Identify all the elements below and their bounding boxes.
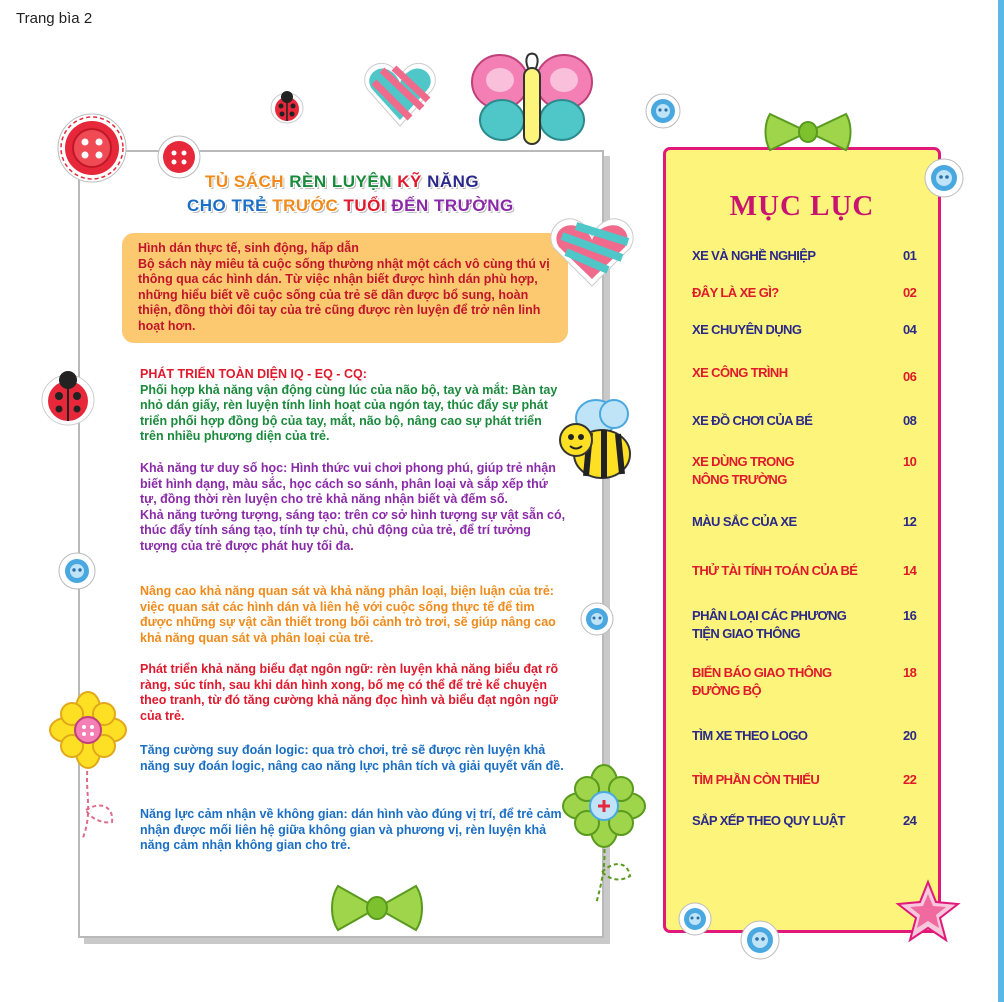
toc-item-page: 02 — [903, 285, 917, 300]
development-title: PHÁT TRIỂN TOÀN DIỆN IQ - EQ - CQ: — [140, 367, 367, 381]
heading-word: ĐẾN TRƯỜNG — [391, 196, 514, 215]
toc-item — [692, 412, 922, 430]
development-paragraph: Phát triển khả năng biểu đạt ngôn ngữ: rèn luyện khả năng biểu đạt rõ ràng, súc tính, sau khi dán hình xong, bố mẹ có thể để trẻ kể chuyện theo tranh, từ đó tăng cường khả năng đọc hình và biểu đạt ngôn ngữ của trẻ. — [140, 662, 559, 723]
toc-item — [692, 364, 922, 382]
heart-icon — [548, 214, 636, 290]
heart-icon — [362, 58, 438, 130]
toc-item-label: ĐÂY LÀ XE GÌ? — [692, 285, 779, 300]
intro-title: Hình dán thực tế, sinh động, hấp dẫn — [138, 241, 359, 255]
toc-item-label: XE DÙNG TRONG NÔNG TRƯỜNG — [692, 454, 794, 487]
toc-item-page: 10 — [903, 454, 917, 469]
development-paragraph: Phối hợp khả năng vận động cùng lúc của não bộ, tay và mắt: Bàn tay nhỏ dán giấy, rèn luyện tính linh hoạt của ngón tay, thúc đẩy sự phát triển phối hợp đồng bộ của tay, mắt, não bộ, nâng cao sự phát triển trên nhiều phương diện của trẻ. — [140, 382, 558, 444]
toc-item — [692, 321, 922, 339]
button-icon — [156, 134, 202, 180]
right-edge-border — [998, 0, 1004, 1002]
toc-item-label: XE CHUYÊN DỤNG — [692, 322, 802, 337]
toc-item — [692, 771, 922, 789]
toc-item-page: 08 — [903, 413, 917, 428]
toc-item — [692, 453, 922, 489]
toc-item-label: XE VÀ NGHỀ NGHIỆP — [692, 248, 816, 263]
toc-item-page: 04 — [903, 322, 917, 337]
toc-item — [692, 562, 922, 580]
heading-word: KỸ — [397, 172, 428, 191]
toc-item — [692, 607, 922, 643]
heading-word: CHO TRẺ — [187, 196, 273, 215]
button-icon — [678, 902, 712, 936]
bow-icon — [764, 110, 852, 156]
development-block-3 — [140, 584, 566, 646]
heading-word: TUỔI — [343, 196, 392, 215]
development-paragraph: Khả năng tưởng tượng, sáng tạo: trên cơ sở hình tượng sự vật sẵn có, thúc đẩy tính sáng tạo, tính tự chủ, chủ động của trẻ, để trí tưởng tượng của trẻ được phát huy tối đa. — [140, 507, 566, 553]
development-block-4 — [140, 662, 566, 724]
heading-word: TỦ SÁCH — [205, 172, 290, 191]
development-block-1 — [140, 367, 566, 445]
button-icon — [740, 920, 780, 960]
heading-word: RÈN LUYỆN — [289, 172, 398, 191]
button-icon — [56, 112, 128, 184]
toc-item — [692, 284, 922, 302]
ladybug-icon — [38, 364, 98, 428]
development-block-5 — [140, 743, 566, 774]
development-paragraph: Tăng cường suy đoán logic: qua trò chơi, trẻ sẽ được rèn luyện khả năng suy đoán logic, nâng cao năng lực phân tích và giải quyết vấn đề. — [140, 743, 564, 773]
toc-item-page: 01 — [903, 248, 917, 263]
heading-word: NĂNG — [427, 172, 480, 191]
toc-item-page: 06 — [903, 369, 917, 384]
toc-item-page: 18 — [903, 665, 917, 680]
toc-item — [692, 664, 922, 700]
button-icon — [58, 552, 96, 590]
series-heading-line-1 — [205, 172, 479, 192]
toc-item-label: XE ĐỒ CHƠI CỦA BÉ — [692, 413, 813, 428]
intro-body: Bộ sách này miêu tả cuộc sống thường nhật một cách vô cùng thú vị thông qua các hình dán. Từ việc nhận biết được hình dán phù hợp, những hiểu biết về cuộc sống của trẻ sẽ dần được bổ sung, hoàn thiện, đồng thời đôi tay của trẻ cũng được rèn luyện để trở nên linh hoạt hơn. — [138, 256, 550, 333]
development-paragraph: Năng lực cảm nhận về không gian: dán hình vào đúng vị trí, để trẻ cảm nhận được mối liên hệ giữa không gian và phương vị, rèn luyện khả năng cảm nhận không gian cho trẻ. — [140, 807, 562, 853]
toc-item-label: MÀU SẮC CỦA XE — [692, 514, 797, 529]
toc-item-page: 16 — [903, 608, 917, 623]
toc-item-label: THỬ TÀI TÍNH TOÁN CỦA BÉ — [692, 563, 858, 578]
page-label: Trang bìa 2 — [16, 10, 93, 27]
intro-box — [122, 233, 568, 343]
star-icon — [896, 880, 960, 944]
toc-item-label: PHÂN LOẠI CÁC PHƯƠNG TIỆN GIAO THÔNG — [692, 608, 847, 641]
toc-item — [692, 727, 922, 745]
flower-icon — [46, 690, 130, 858]
toc-item-label: BIỂN BÁO GIAO THÔNG ĐƯỜNG BỘ — [692, 665, 832, 698]
butterfly-icon — [470, 50, 594, 150]
toc-item-label: TÌM PHẦN CÒN THIẾU — [692, 772, 820, 787]
button-icon — [580, 602, 614, 636]
toc-item-page: 22 — [903, 772, 917, 787]
toc-item — [692, 513, 922, 531]
heading-word: TRƯỚC — [272, 196, 344, 215]
toc-item-page: 24 — [903, 813, 917, 828]
toc-item — [692, 812, 922, 830]
bee-icon — [554, 396, 636, 486]
button-icon — [924, 158, 964, 198]
development-block-2 — [140, 461, 566, 555]
development-paragraph: Khả năng tư duy số học: Hình thức vui chơi phong phú, giúp trẻ nhận biết hình dạng, màu sắc, học cách so sánh, phân loại và sắp xếp thứ tự, đồng thời rèn luyện cho trẻ khả năng nhận biết và đếm số. — [140, 461, 556, 507]
toc-item-label: TÌM XE THEO LOGO — [692, 728, 808, 743]
development-paragraph: Nâng cao khả năng quan sát và khả năng phân loại, biện luận của trẻ: việc quan sát các hình dán và liên hệ với cuộc sống thực tế để tìm được những sự vật cần thiết trong bối cảnh trò trơi, sẽ giúp nâng cao khả năng quan sát và phân loại của trẻ. — [140, 584, 556, 645]
button-icon — [645, 93, 681, 129]
development-block-6 — [140, 807, 566, 854]
toc-item — [692, 247, 922, 265]
toc-item-label: XE CÔNG TRÌNH — [692, 365, 788, 380]
toc-title: MỤC LỤC — [729, 190, 875, 222]
bow-icon — [330, 880, 424, 938]
toc-item-label: SẮP XẾP THEO QUY LUẬT — [692, 813, 845, 828]
toc-item-page: 14 — [903, 563, 917, 578]
series-heading-line-2 — [187, 196, 514, 216]
flower-icon — [562, 764, 648, 914]
toc-item-page: 12 — [903, 514, 917, 529]
toc-item-page: 20 — [903, 728, 917, 743]
ladybug-icon — [267, 84, 307, 126]
